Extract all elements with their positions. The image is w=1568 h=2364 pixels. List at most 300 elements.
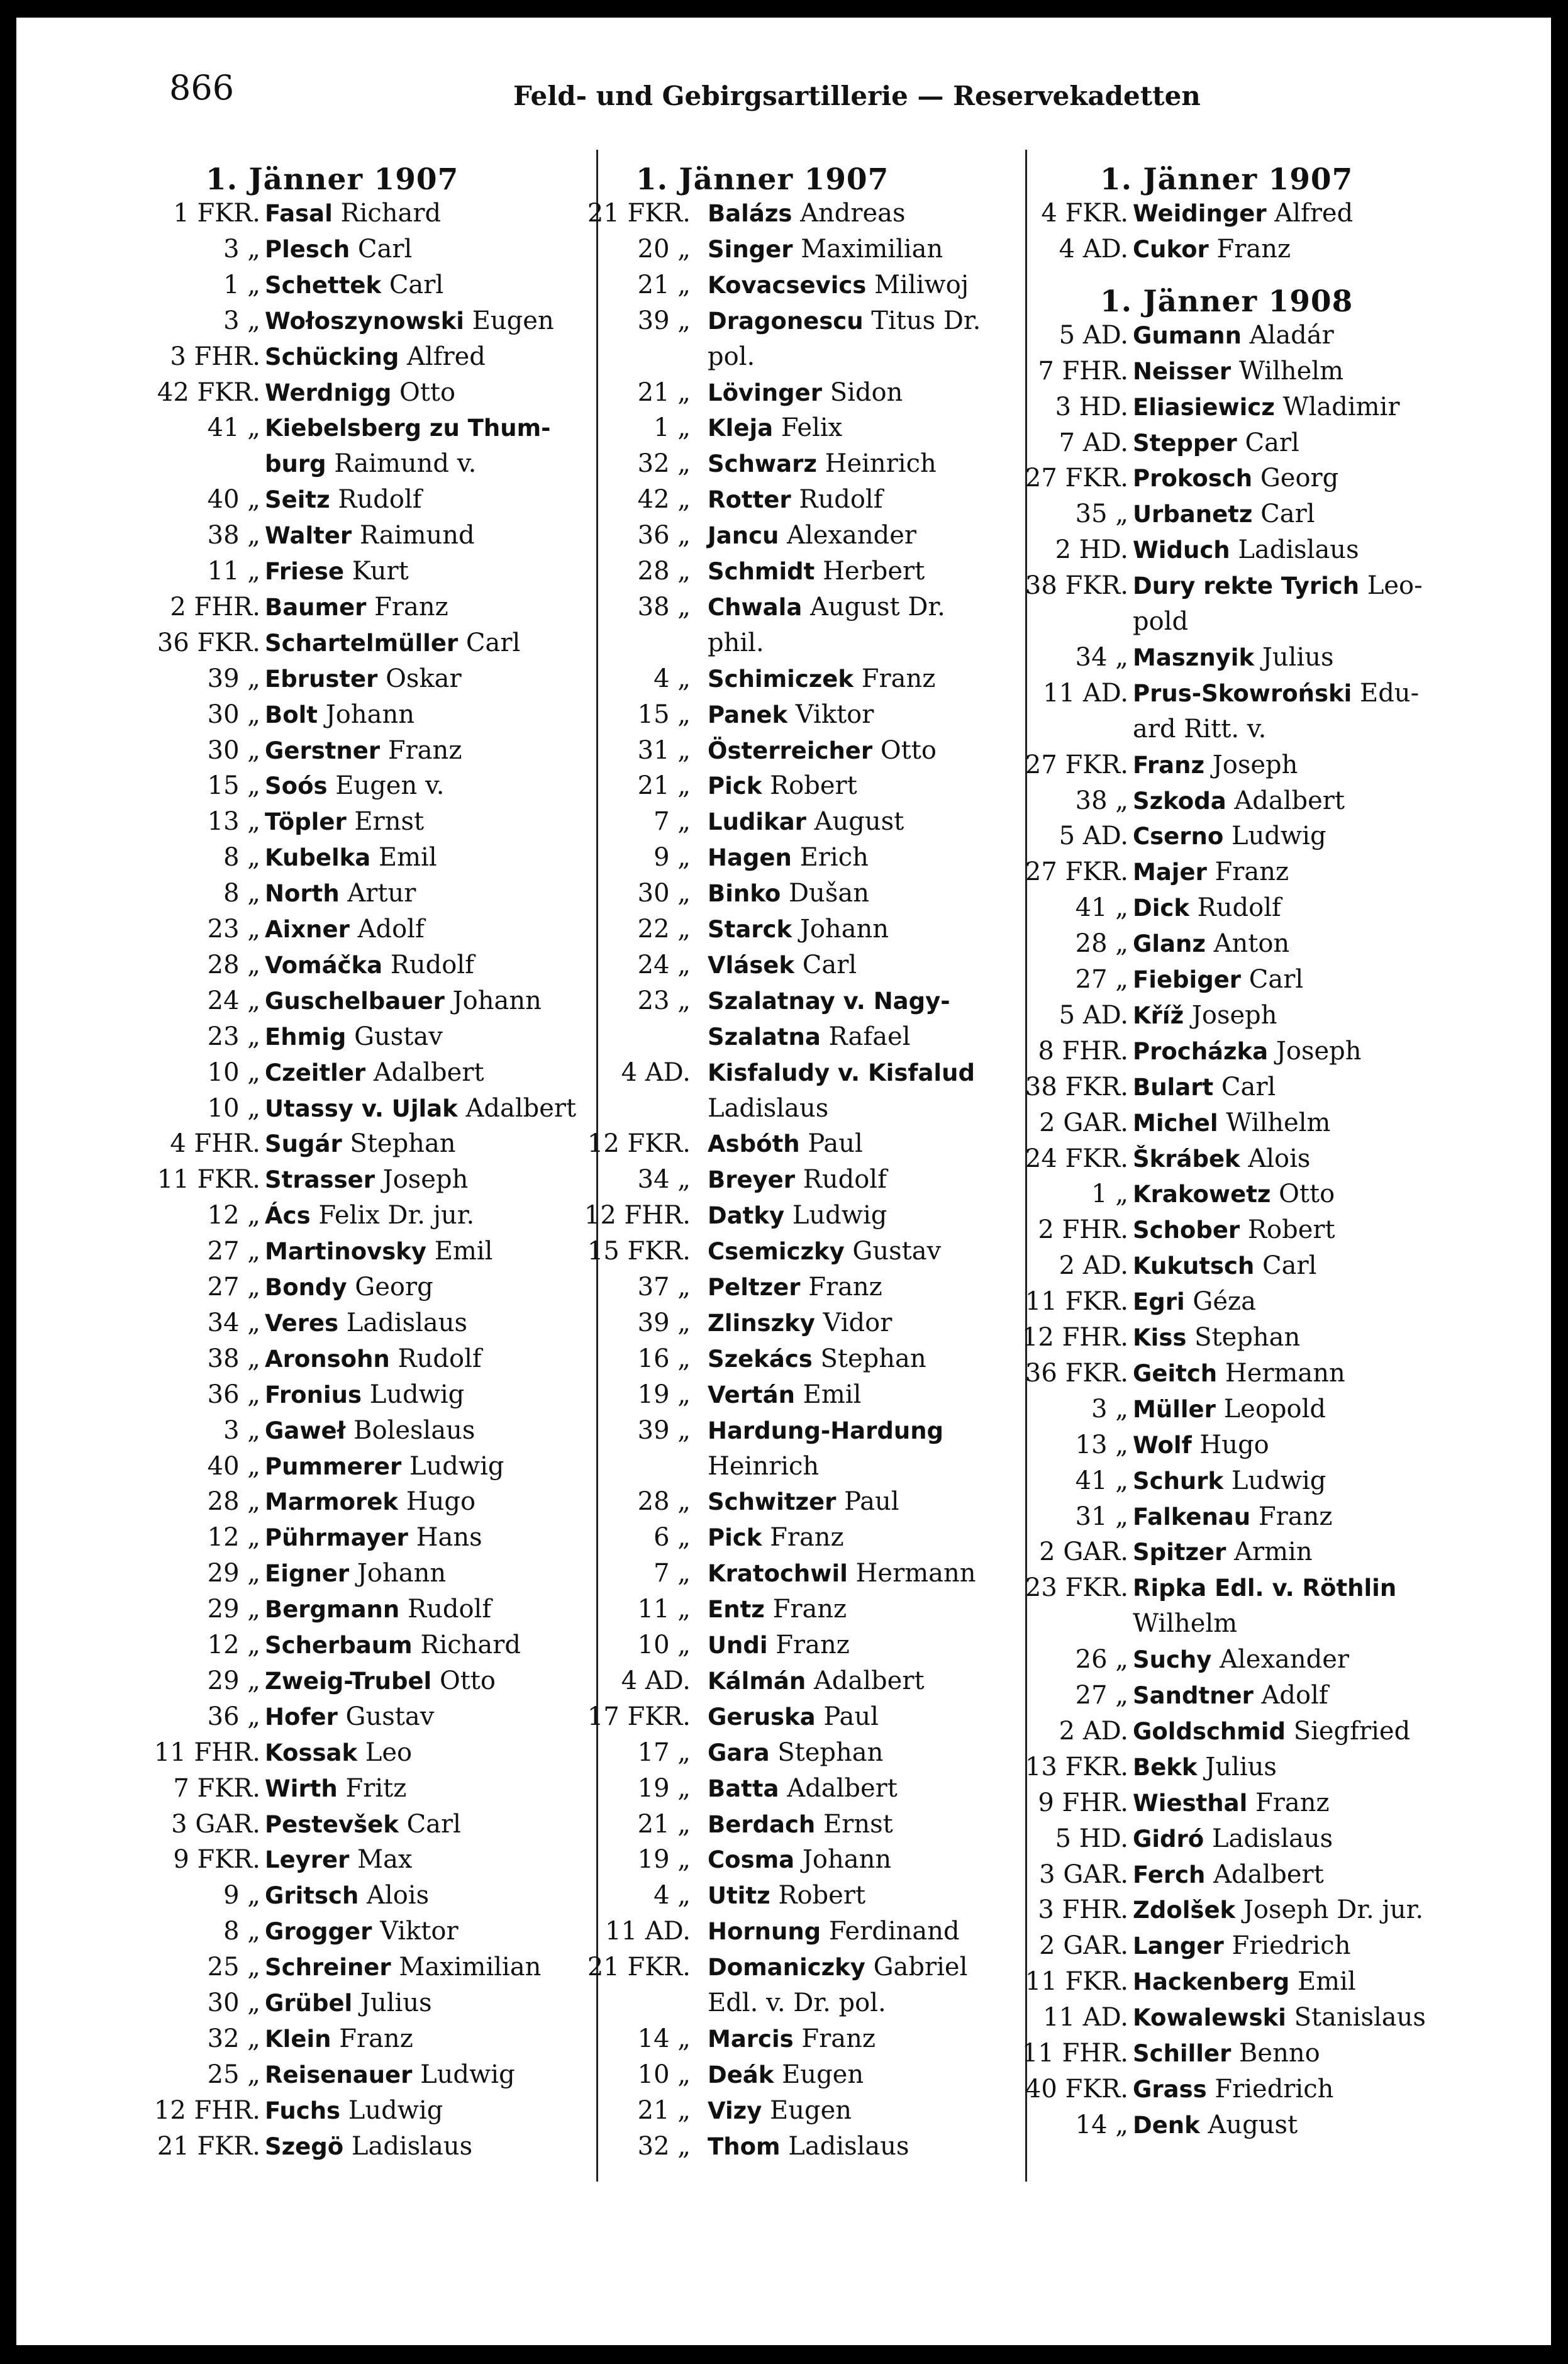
unit-rank: 21 FKR. xyxy=(587,199,691,228)
cadet-name xyxy=(265,1165,468,1194)
register-entry xyxy=(581,664,983,700)
register-entry xyxy=(581,1129,983,1165)
unit-rank: 28 „ xyxy=(637,557,691,586)
register-entry xyxy=(150,1165,553,1201)
unit-rank: 1 „ xyxy=(223,270,260,299)
unit-rank: 31 „ xyxy=(637,735,691,765)
unit-rank: 38 „ xyxy=(637,592,691,622)
given-name: Edl. v. Dr. pol. xyxy=(708,1988,886,2017)
surname: Cosma xyxy=(708,1846,795,1874)
given-name: Robert xyxy=(1247,1215,1335,1245)
surname: Marcis xyxy=(708,2025,794,2053)
register-entry xyxy=(581,1416,983,1452)
cadet-name xyxy=(708,199,906,228)
surname: Vomáčka xyxy=(265,951,383,979)
cadet-name xyxy=(1133,2003,1426,2032)
unit-rank: 13 „ xyxy=(207,807,260,837)
surname: Vlásek xyxy=(708,951,795,979)
surname: Singer xyxy=(708,235,793,263)
surname: Starck xyxy=(708,916,792,943)
cadet-name xyxy=(265,306,554,335)
given-name: Hans xyxy=(416,1523,482,1553)
unit-rank: 2 AD. xyxy=(1059,1716,1128,1746)
unit-rank: 25 „ xyxy=(207,2060,260,2089)
cadet-name xyxy=(1133,750,1298,779)
cadet-name xyxy=(1133,1860,1324,1889)
given-name: Johann xyxy=(325,700,414,729)
unit-rank: 15 „ xyxy=(637,700,691,729)
surname: Krakowetz xyxy=(1133,1181,1271,1208)
surname: Cserno xyxy=(1133,823,1224,850)
register-entry xyxy=(581,1094,983,1130)
unit-rank: 28 „ xyxy=(207,1487,260,1517)
surname: Utassy v. Ujlak xyxy=(265,1095,458,1122)
cadet-name xyxy=(1133,2110,1298,2139)
cadet-name xyxy=(265,557,409,586)
cadet-name xyxy=(708,986,950,1015)
cadet-name xyxy=(265,951,474,979)
given-name: Ladislaus xyxy=(351,2131,473,2161)
unit-rank: 12 FKR. xyxy=(587,1129,691,1159)
cadet-name xyxy=(1133,1931,1350,1960)
register-entry xyxy=(150,1917,553,1953)
given-name: Titus Dr. xyxy=(871,306,981,335)
unit-rank: 21 FKR. xyxy=(587,1953,691,1982)
unit-rank: 2 AD. xyxy=(1059,1251,1128,1281)
unit-rank: 38 FKR. xyxy=(1025,571,1128,601)
unit-rank: 12 FHR. xyxy=(153,2095,260,2125)
unit-rank: 34 „ xyxy=(1075,642,1128,672)
given-name: Aladár xyxy=(1249,320,1334,350)
cadet-name xyxy=(1133,2039,1320,2068)
surname: Pick xyxy=(708,772,762,800)
surname: Domaniczky xyxy=(708,1954,865,1982)
register-entry xyxy=(581,2132,983,2168)
given-name: Emil xyxy=(434,1237,493,1266)
unit-rank: 32 „ xyxy=(637,449,691,479)
unit-rank: 26 „ xyxy=(1075,1645,1128,1675)
surname: Bondy xyxy=(265,1274,347,1301)
given-name: Stephan xyxy=(777,1737,884,1767)
cadet-name xyxy=(265,1631,521,1659)
register-entry xyxy=(581,521,983,557)
register-entry xyxy=(1018,499,1421,535)
surname: Grübel xyxy=(265,1990,353,2017)
cadet-name xyxy=(708,1845,891,1874)
cadet-name xyxy=(708,1702,879,1731)
cadet-name xyxy=(1133,1144,1310,1173)
cadet-name xyxy=(265,449,476,478)
unit-rank: 9 FHR. xyxy=(1038,1788,1128,1817)
cadet-name xyxy=(708,1881,865,1910)
surname: Kleja xyxy=(708,415,774,442)
register-entry xyxy=(581,413,983,449)
surname: Kubelka xyxy=(265,844,371,872)
cadet-name xyxy=(1133,1251,1316,1280)
given-name: Franz xyxy=(801,2024,876,2053)
register-entry xyxy=(150,1308,553,1344)
cadet-name xyxy=(1133,822,1326,850)
register-entry xyxy=(150,1988,553,2024)
surname: Falkenau xyxy=(1133,1503,1251,1530)
register-entry xyxy=(1018,929,1421,965)
surname: Utitz xyxy=(708,1882,770,1910)
register-entry xyxy=(1018,750,1421,786)
register-entry xyxy=(581,199,983,235)
register-entry xyxy=(581,270,983,306)
register-entry xyxy=(581,593,983,628)
given-name: Adalbert xyxy=(1234,786,1345,815)
unit-rank: 19 „ xyxy=(637,1845,691,1875)
cadet-name xyxy=(708,1380,861,1409)
given-name: Rudolf xyxy=(1197,893,1281,923)
surname: Pestevšek xyxy=(265,1810,399,1838)
surname: Szkoda xyxy=(1133,787,1226,815)
surname: Gumann xyxy=(1133,321,1242,349)
given-name: Raimund xyxy=(359,521,475,550)
register-entry xyxy=(150,879,553,915)
given-name: Leo xyxy=(365,1737,413,1767)
unit-rank: 41 „ xyxy=(207,413,260,443)
given-name: Joseph Dr. jur. xyxy=(1243,1895,1424,1925)
surname: Scherbaum xyxy=(265,1632,413,1659)
unit-rank: 5 HD. xyxy=(1055,1824,1128,1853)
given-name: Leo- xyxy=(1367,571,1423,601)
unit-rank: 36 „ xyxy=(207,1702,260,1731)
cadet-name xyxy=(708,1953,967,1982)
surname: Zlinszky xyxy=(708,1309,815,1337)
register-entry xyxy=(150,1559,553,1595)
cadet-name xyxy=(1133,499,1315,528)
register-entry xyxy=(581,2060,983,2096)
surname: Masznyik xyxy=(1133,644,1255,671)
unit-rank: 21 „ xyxy=(637,1809,691,1839)
register-entry xyxy=(581,1487,983,1523)
cadet-name xyxy=(708,413,842,442)
given-name: Adalbert xyxy=(1213,1859,1324,1889)
register-entry xyxy=(150,2024,553,2060)
surname: Veres xyxy=(265,1309,339,1337)
given-name: Edu- xyxy=(1360,678,1420,708)
given-name: Alfred xyxy=(407,342,486,371)
unit-rank: 34 „ xyxy=(207,1308,260,1337)
given-name: Eugen xyxy=(472,306,554,335)
cadet-name xyxy=(708,1774,898,1803)
register-entry xyxy=(1018,1537,1421,1573)
unit-rank: 3 „ xyxy=(1091,1394,1128,1424)
unit-rank: 9 FKR. xyxy=(173,1845,260,1875)
register-entry xyxy=(581,986,983,1022)
register-entry xyxy=(1018,321,1421,357)
register-entry xyxy=(150,1093,577,1130)
cadet-name xyxy=(265,1810,461,1839)
register-entry xyxy=(581,1881,983,1917)
unit-rank: 15 „ xyxy=(207,771,260,801)
given-name: Julius xyxy=(1205,1752,1277,1781)
cadet-name xyxy=(265,1953,541,1982)
cadet-name xyxy=(265,2024,413,2053)
surname: Kisfaludy v. Kisfalud xyxy=(708,1059,975,1086)
given-name: Herbert xyxy=(823,557,925,586)
given-name: Eugen v. xyxy=(335,771,445,801)
register-entry xyxy=(150,951,553,986)
surname: Aronsohn xyxy=(265,1345,390,1373)
surname: Franz xyxy=(1133,751,1204,779)
unit-rank: 27 „ xyxy=(1075,1681,1128,1710)
unit-rank: 17 „ xyxy=(637,1737,691,1767)
unit-rank: 2 GAR. xyxy=(1039,1108,1128,1137)
unit-rank: 28 „ xyxy=(1075,929,1128,959)
given-name: Ladislaus xyxy=(788,2131,909,2161)
given-name: Stephan xyxy=(1194,1323,1301,1352)
surname: Eliasiewicz xyxy=(1133,393,1275,421)
given-name: Joseph xyxy=(1191,1000,1277,1030)
given-name: Carl xyxy=(1262,1251,1317,1281)
cadet-name xyxy=(265,1273,433,1302)
cadet-name xyxy=(265,1416,475,1445)
cadet-name xyxy=(265,1308,467,1337)
given-name: Eugen xyxy=(770,2095,852,2125)
cadet-name xyxy=(708,951,857,979)
date-heading: 1. Jänner 1908 xyxy=(1100,284,1354,319)
unit-rank: 11 AD. xyxy=(1043,2003,1128,2032)
unit-rank: 3 GAR. xyxy=(1039,1859,1128,1889)
given-name: Hermann xyxy=(855,1559,976,1588)
cadet-name xyxy=(1133,893,1281,922)
given-name: Géza xyxy=(1193,1287,1256,1317)
surname: Schettek xyxy=(265,271,382,299)
cadet-name xyxy=(708,1022,911,1051)
unit-rank: 11 AD. xyxy=(605,1917,691,1946)
cadet-name xyxy=(1133,1681,1328,1710)
register-entry xyxy=(581,1702,983,1738)
given-name: Stanislaus xyxy=(1294,2003,1426,2032)
surname: Szalatna xyxy=(708,1023,821,1051)
given-name: Ludwig xyxy=(1232,822,1326,851)
register-entry xyxy=(1018,1323,1421,1359)
given-name: Emil xyxy=(803,1380,862,1409)
register-entry xyxy=(150,628,553,664)
unit-rank: 7 „ xyxy=(653,807,691,837)
cadet-name xyxy=(265,1344,482,1373)
surname: Deák xyxy=(708,2061,774,2088)
given-name: pold xyxy=(1133,607,1189,636)
register-entry xyxy=(581,1308,983,1344)
register-entry xyxy=(581,1022,983,1058)
unit-rank: 37 „ xyxy=(637,1273,691,1302)
surname: Ács xyxy=(265,1202,311,1230)
surname: Egri xyxy=(1133,1288,1185,1316)
surname: Czeitler xyxy=(265,1059,366,1086)
unit-rank: 27 FKR. xyxy=(1025,464,1128,493)
given-name: Alois xyxy=(367,1881,430,1910)
cadet-name xyxy=(265,1237,492,1266)
register-entry xyxy=(150,2132,553,2168)
given-name: Oskar xyxy=(386,664,462,693)
given-name: Ludwig xyxy=(420,2060,515,2089)
given-name: Joseph xyxy=(1276,1036,1362,1066)
given-name: Alexander xyxy=(1220,1645,1350,1675)
cadet-name xyxy=(265,342,486,371)
surname: Pührmayer xyxy=(265,1524,408,1552)
given-name: phil. xyxy=(708,628,764,657)
cadet-name xyxy=(265,1845,412,1874)
given-name: Wilhelm xyxy=(1238,356,1344,386)
given-name: Ladislaus xyxy=(346,1308,468,1337)
surname: Csemiczky xyxy=(708,1238,845,1266)
cadet-name xyxy=(708,1523,844,1552)
register-entry xyxy=(150,986,553,1022)
register-entry xyxy=(150,664,553,700)
register-entry xyxy=(150,1416,553,1452)
register-entry xyxy=(150,1380,553,1416)
unit-rank: 4 FHR. xyxy=(170,1129,260,1159)
unit-rank: 38 „ xyxy=(207,1344,260,1373)
surname: Schiller xyxy=(1133,2040,1232,2067)
cadet-name xyxy=(708,1308,892,1337)
unit-rank: 41 „ xyxy=(1075,1466,1128,1495)
register-entry xyxy=(150,736,553,772)
cadet-name xyxy=(708,1988,886,2017)
surname: Kovacsevics xyxy=(708,271,867,299)
surname: Kratochwil xyxy=(708,1560,848,1588)
surname: Geruska xyxy=(708,1703,816,1731)
given-name: Sidon xyxy=(830,377,903,407)
register-entry xyxy=(1018,1681,1421,1717)
cadet-name xyxy=(708,1559,976,1588)
surname: Stepper xyxy=(1133,429,1237,457)
register-entry xyxy=(1018,679,1421,715)
unit-rank: 2 HD. xyxy=(1055,535,1128,565)
surname: Schwitzer xyxy=(708,1488,837,1516)
register-entry xyxy=(581,1559,983,1595)
cadet-name xyxy=(1133,1215,1335,1244)
register-entry xyxy=(150,342,553,378)
surname: Dragonescu xyxy=(708,307,864,335)
given-name: Raimund v. xyxy=(334,449,477,479)
given-name: Erich xyxy=(799,843,869,873)
unit-rank: 40 „ xyxy=(207,485,260,515)
register-entry xyxy=(150,771,553,807)
register-entry xyxy=(1018,1502,1421,1538)
unit-rank: 29 „ xyxy=(207,1559,260,1588)
register-entry xyxy=(1018,464,1421,499)
cadet-name xyxy=(265,1702,434,1731)
unit-rank: 3 FHR. xyxy=(170,342,260,371)
given-name: Otto xyxy=(880,735,937,765)
given-name: Georg xyxy=(355,1273,433,1302)
given-name: Otto xyxy=(399,377,456,407)
register-entry xyxy=(581,2024,983,2060)
cadet-name xyxy=(1133,1395,1326,1424)
cadet-name xyxy=(265,879,416,908)
register-entry xyxy=(150,1344,553,1380)
given-name: Alois xyxy=(1248,1144,1311,1173)
given-name: Adolf xyxy=(357,915,425,944)
cadet-name xyxy=(1133,1573,1396,1602)
unit-rank: 27 FKR. xyxy=(1025,750,1128,779)
register-entry xyxy=(1018,1037,1421,1073)
given-name: Paul xyxy=(823,1702,879,1731)
given-name: Wladimir xyxy=(1282,392,1400,421)
cadet-name xyxy=(1133,2075,1333,2104)
cadet-name xyxy=(1133,1179,1335,1208)
surname: Schartelmüller xyxy=(265,629,459,657)
cadet-name xyxy=(1133,1108,1330,1137)
surname: Wiesthal xyxy=(1133,1789,1248,1817)
unit-rank: 5 AD. xyxy=(1059,320,1128,350)
surname: Bolt xyxy=(265,701,318,728)
surname: Balázs xyxy=(708,200,792,227)
given-name: Joseph xyxy=(1212,750,1298,779)
surname: Gerstner xyxy=(265,737,381,764)
cadet-name xyxy=(1133,786,1345,815)
register-entry xyxy=(150,593,553,628)
cadet-name xyxy=(708,843,869,872)
surname: Werdnigg xyxy=(265,379,392,406)
surname: Peltzer xyxy=(708,1274,801,1301)
surname: Pummerer xyxy=(265,1452,402,1480)
unit-rank: 10 „ xyxy=(207,1093,260,1123)
unit-rank: 39 „ xyxy=(637,306,691,335)
unit-rank: 2 GAR. xyxy=(1039,1537,1128,1567)
cadet-name xyxy=(1133,1717,1410,1746)
register-entry xyxy=(581,1237,983,1273)
unit-rank: 1 FKR. xyxy=(173,199,260,228)
cadet-name xyxy=(265,1129,456,1158)
surname: Undi xyxy=(708,1632,768,1659)
unit-rank: 4 AD. xyxy=(1059,234,1128,264)
cadet-name xyxy=(1133,929,1289,958)
cadet-name xyxy=(265,807,424,836)
surname: Berdach xyxy=(708,1810,816,1838)
given-name: Siegfried xyxy=(1293,1716,1411,1746)
surname: Procházka xyxy=(1133,1037,1269,1065)
register-entry xyxy=(150,413,553,449)
unit-rank: 22 „ xyxy=(637,915,691,944)
unit-rank: 31 „ xyxy=(1075,1502,1128,1531)
unit-rank: 25 „ xyxy=(207,1953,260,1982)
given-name: Johann xyxy=(799,915,889,944)
register-entry xyxy=(1018,1073,1421,1108)
unit-rank: 7 „ xyxy=(653,1559,691,1588)
surname: Bergmann xyxy=(265,1596,400,1624)
given-name: Felix Dr. jur. xyxy=(318,1201,475,1230)
register-entry xyxy=(150,1631,553,1666)
unit-rank: 24 „ xyxy=(637,950,691,979)
register-entry xyxy=(150,1058,553,1094)
unit-rank: 30 „ xyxy=(207,1988,260,2017)
given-name: Eugen xyxy=(782,2060,864,2089)
surname: Dury rekte Tyrich xyxy=(1133,572,1360,600)
given-name: Gustav xyxy=(852,1237,942,1266)
cadet-name xyxy=(708,807,904,836)
cadet-name xyxy=(1133,1430,1269,1459)
unit-rank: 3 FHR. xyxy=(1038,1895,1128,1925)
surname: Soós xyxy=(265,772,328,800)
cadet-name xyxy=(265,736,462,765)
register-entry xyxy=(150,306,553,342)
register-entry xyxy=(1018,1108,1421,1144)
cadet-name xyxy=(265,664,462,693)
unit-rank: 24 FKR. xyxy=(1025,1144,1128,1173)
cadet-name xyxy=(1133,679,1419,708)
cadet-name xyxy=(708,879,869,908)
surname: Prokosch xyxy=(1133,465,1253,493)
cadet-name xyxy=(708,270,969,299)
register-entry xyxy=(1018,199,1421,235)
cadet-name xyxy=(708,1058,975,1087)
